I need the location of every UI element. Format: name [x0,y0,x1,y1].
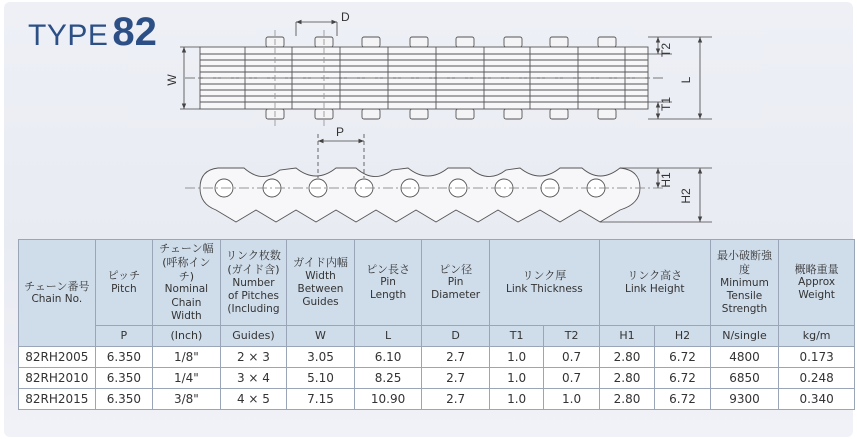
sym-d: D [422,326,490,347]
cell-width: 1/4" [153,368,221,389]
label-h1: H1 [659,172,673,188]
table-row [19,347,855,368]
table-row [19,389,855,410]
type-number: 82 [112,10,157,54]
sym-w: W [287,326,355,347]
chain-side-view [200,168,640,222]
cell-weight: 0.173 [779,347,855,368]
cell-strength: 4800 [710,347,779,368]
spec-table [18,239,855,410]
sym-h1: H1 [599,326,654,347]
cell-t2: 1.0 [544,389,599,410]
cell-t2: 0.7 [544,347,599,368]
label-w: W [165,74,179,86]
label-h2: H2 [679,188,693,204]
type-word: TYPE [28,19,109,52]
header-symbol-row [19,326,855,347]
table-row [19,368,855,389]
cell-links: 2 × 3 [220,347,287,368]
cell-pitch: 6.350 [95,389,152,410]
sym-width: (Inch) [153,326,221,347]
cell-t1: 1.0 [489,368,543,389]
sym-l: L [354,326,422,347]
cell-strength: 6850 [710,368,779,389]
cell-weight: 0.248 [779,368,855,389]
label-p: P [336,125,345,139]
cell-w: 3.05 [287,347,355,368]
cell-h2: 6.72 [655,368,710,389]
cell-weight: 0.340 [779,389,855,410]
label-d: D [341,10,350,24]
cell-strength: 9300 [710,389,779,410]
cell-h1: 2.80 [599,389,654,410]
sym-h2: H2 [655,326,710,347]
cell-h2: 6.72 [655,347,710,368]
header-weight: 概略重量 Approx Weight [779,240,855,326]
cell-chain: 82RH2005 [19,347,96,368]
cell-l: 8.25 [354,368,422,389]
label-l: L [679,76,693,84]
cell-w: 5.10 [287,368,355,389]
header-pin-length: ピン長さ Pin Length [354,240,422,326]
header-guide-width: ガイド内幅 Width Between Guides [287,240,355,326]
header-pin-diameter: ピン径 Pin Diameter [422,240,490,326]
header-strength: 最小破断強度 Minimum Tensile Strength [710,240,779,326]
cell-links: 3 × 4 [220,368,287,389]
sym-links: Guides) [220,326,287,347]
cell-chain: 82RH2010 [19,368,96,389]
header-width: チェーン幅 (呼称インチ) Nominal Chain Width [153,240,221,326]
label-t2: T2 [659,42,673,58]
chain-top-view [185,30,665,126]
cell-h2: 6.72 [655,389,710,410]
cell-pitch: 6.350 [95,347,152,368]
cell-width: 3/8" [153,389,221,410]
header-links: リンク枚数 (ガイド含) Number of Pitches (Including [220,240,287,326]
cell-d: 2.7 [422,368,490,389]
cell-d: 2.7 [422,389,490,410]
unit-weight: kg/m [779,326,855,347]
cell-pitch: 6.350 [95,368,152,389]
unit-strength: N/single [710,326,779,347]
header-pitch: ピッチ Pitch [95,240,152,326]
cell-width: 1/8" [153,347,221,368]
cell-chain: 82RH2015 [19,389,96,410]
cell-t2: 0.7 [544,368,599,389]
cell-t1: 1.0 [489,389,543,410]
cell-links: 4 × 5 [220,389,287,410]
cell-l: 10.90 [354,389,422,410]
label-t1: T1 [659,96,673,112]
cell-l: 6.10 [354,347,422,368]
dimension-d [296,22,337,36]
sym-pitch: P [95,326,152,347]
cell-d: 2.7 [422,347,490,368]
header-link-thickness: リンク厚 Link Thickness [489,240,599,326]
header-link-height: リンク高さ Link Height [599,240,710,326]
header-row [19,240,855,326]
cell-t1: 1.0 [489,347,543,368]
cell-h1: 2.80 [599,368,654,389]
cell-h1: 2.80 [599,347,654,368]
sym-t1: T1 [489,326,543,347]
header-chain-no: チェーン番号 Chain No. [19,240,96,347]
cell-w: 7.15 [287,389,355,410]
sym-t2: T2 [544,326,599,347]
